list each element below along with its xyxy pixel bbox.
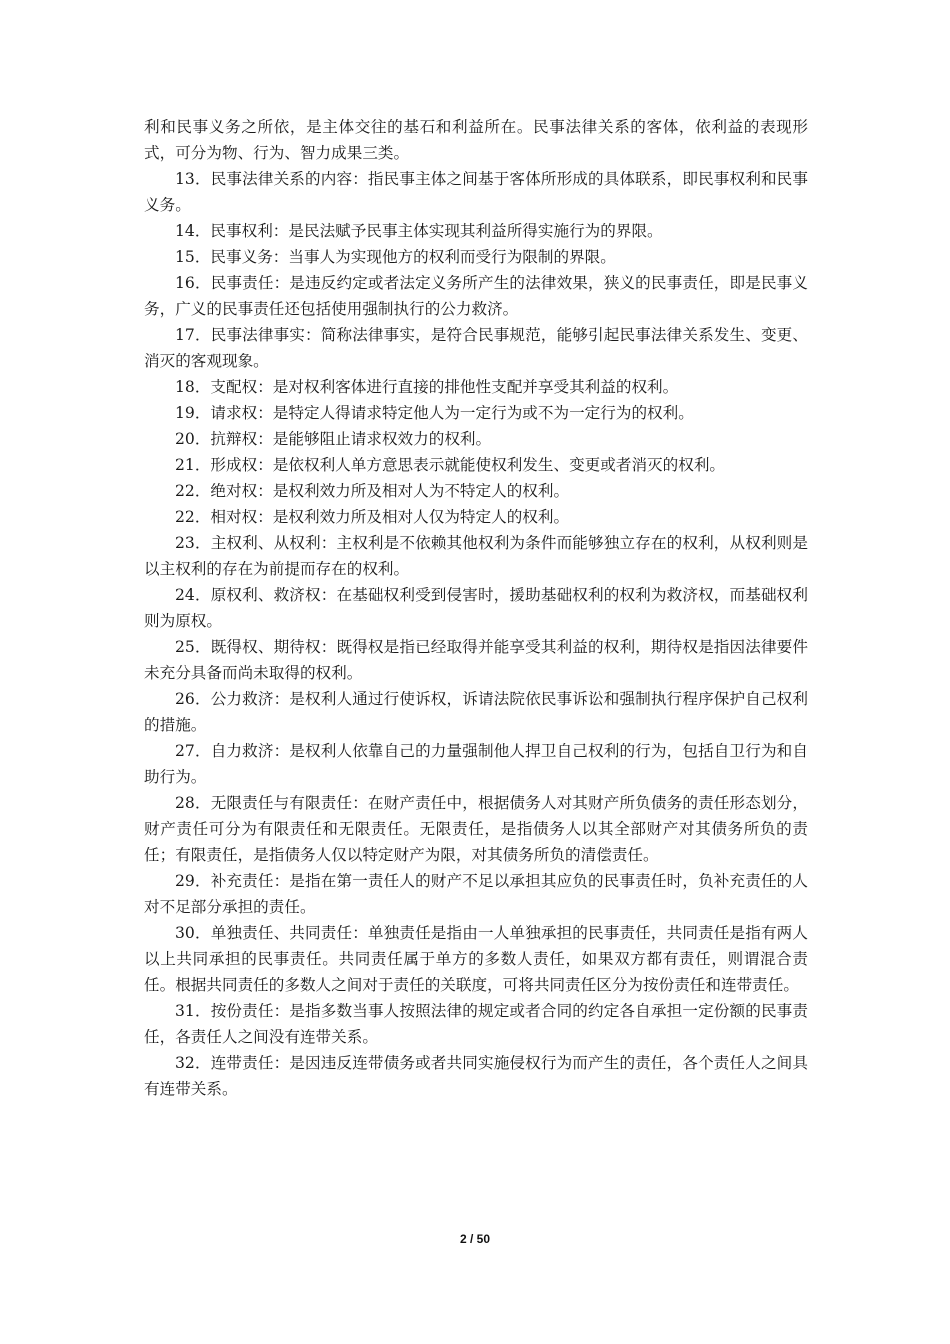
paragraph-item-22-absolute: 22．绝对权：是权利效力所及相对人为不特定人的权利。: [175, 482, 570, 500]
paragraph-item-14: 14．民事权利：是民法赋予民事主体实现其利益所得实施行为的界限。: [175, 222, 663, 240]
paragraph-item-23: 23．主权利、从权利：主权利是不依赖其他权利为条件而能够独立存在的权利，从权利则是以主权利的存在为前提而存在的权利。: [144, 534, 808, 578]
paragraph-item-16: 16．民事责任：是违反约定或者法定义务所产生的法律效果，狭义的民事责任，即是民事义务，广义的民事责任还包括使用强制执行的公力救济。: [144, 274, 808, 318]
paragraph-item-31: 31．按份责任：是指多数当事人按照法律的规定或者合同的约定各自承担一定份额的民事责任，各责任人之间没有连带关系。: [144, 1002, 808, 1046]
paragraph-item-20: 20．抗辩权：是能够阻止请求权效力的权利。: [175, 430, 492, 448]
paragraph-item-15: 15．民事义务：当事人为实现他方的权利而受行为限制的界限。: [175, 248, 616, 266]
paragraph-item-32: 32．连带责任：是因违反连带债务或者共同实施侵权行为而产生的责任，各个责任人之间具有连带关系。: [144, 1054, 808, 1098]
document-body: [144, 114, 808, 1102]
paragraph-item-30: 30．单独责任、共同责任：单独责任是指由一人单独承担的民事责任，共同责任是指有两人以上共同承担的民事责任。共同责任属于单方的多数人责任，如果双方都有责任，则谓混合责任。根据共同责任的多数人之间对于责任的关联度，可将共同责任区分为按份责任和连带责任。: [144, 924, 808, 994]
paragraph-item-17: 17．民事法律事实：简称法律事实，是符合民事规范，能够引起民事法律关系发生、变更、消灭的客观现象。: [144, 326, 808, 370]
paragraph-item-29: 29．补充责任：是指在第一责任人的财产不足以承担其应负的民事责任时，负补充责任的人对不足部分承担的责任。: [144, 872, 808, 916]
paragraph-item-21: 21．形成权：是依权利人单方意思表示就能使权利发生、变更或者消灭的权利。: [175, 456, 726, 474]
paragraph-item-27: 27．自力救济：是权利人依靠自己的力量强制他人捍卫自己权利的行为，包括自卫行为和自助行为。: [144, 742, 808, 786]
paragraph-item-28: 28．无限责任与有限责任：在财产责任中，根据债务人对其财产所负债务的责任形态划分，财产责任可分为有限责任和无限责任。无限责任，是指债务人以其全部财产对其债务所负的责任；有限责任，是指债务人仅以特定财产为限，对其债务所负的清偿责任。: [144, 794, 808, 864]
paragraph-item-25: 25．既得权、期待权：既得权是指已经取得并能享受其利益的权利，期待权是指因法律要件未充分具备而尚未取得的权利。: [144, 638, 808, 682]
paragraph-item-19: 19．请求权：是特定人得请求特定他人为一定行为或不为一定行为的权利。: [175, 404, 694, 422]
paragraph-item-13: 13．民事法律关系的内容：指民事主体之间基于客体所形成的具体联系，即民事权利和民事义务。: [144, 170, 808, 214]
paragraph-item-24: 24．原权利、救济权：在基础权利受到侵害时，援助基础权利的权利为救济权，而基础权利则为原权。: [144, 586, 808, 630]
paragraph-item-18: 18．支配权：是对权利客体进行直接的排他性支配并享受其利益的权利。: [175, 378, 679, 396]
paragraph-continuation: 利和民事义务之所依，是主体交往的基石和利益所在。民事法律关系的客体，依利益的表现形式，可分为物、行为、智力成果三类。: [144, 118, 808, 162]
page-number: 2 / 50: [459, 1232, 491, 1246]
paragraph-item-26: 26．公力救济：是权利人通过行使诉权，诉请法院依民事诉讼和强制执行程序保护自己权利的措施。: [144, 690, 808, 734]
paragraph-item-22-relative: 22．相对权：是权利效力所及相对人仅为特定人的权利。: [175, 508, 570, 526]
